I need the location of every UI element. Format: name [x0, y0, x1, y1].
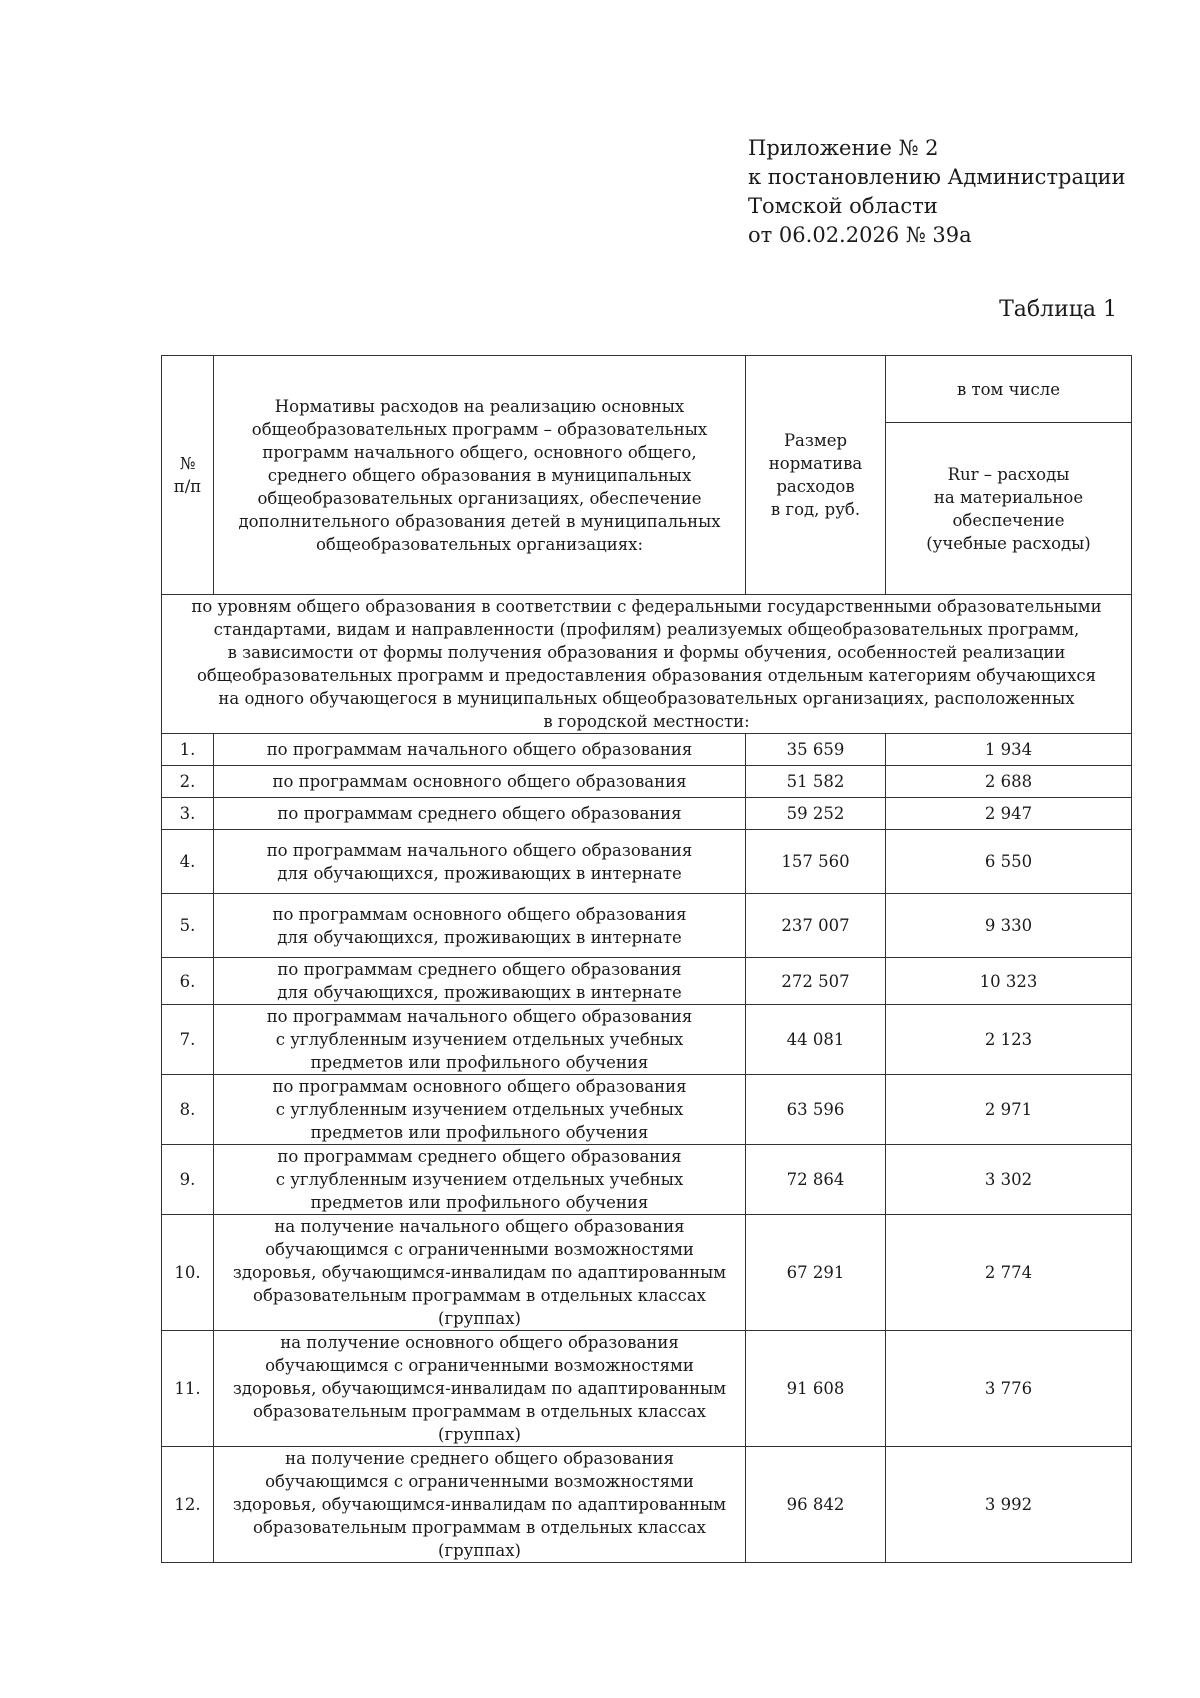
row-description-line: для обучающихся, проживающих в интернате: [277, 863, 682, 883]
header-description-line: общеобразовательных организациях, обеспечение: [257, 488, 702, 508]
row-description-line: на получение начального общего образования: [274, 1217, 685, 1236]
row-number: 7.: [162, 1005, 214, 1075]
row-size-value: 72 864: [746, 1145, 886, 1215]
row-description-line: по программам среднего общего образования: [277, 1147, 682, 1166]
section-line: по уровням общего образования в соответствии с федеральными государственными образовательными: [191, 597, 1102, 616]
row-number: 11.: [162, 1331, 214, 1447]
row-description-line: на получение среднего общего образования: [285, 1449, 674, 1468]
row-description-line: обучающимся с ограниченными возможностями: [265, 1472, 694, 1491]
row-rur-value: 6 550: [886, 830, 1132, 894]
table-row: [162, 1005, 1132, 1075]
row-description-line: здоровья, обучающимся-инвалидам по адаптированным: [232, 1263, 727, 1282]
row-rur-value: 1 934: [886, 734, 1132, 766]
section-line: на одного обучающегося в муниципальных общеобразовательных организациях, расположенных: [218, 689, 1075, 708]
section-line: в зависимости от формы получения образования и формы обучения, особенностей реализации: [227, 643, 1066, 662]
header-rur-line: обеспечение: [952, 510, 1065, 530]
row-number: 1.: [162, 734, 214, 766]
appendix-line: к постановлению Администрации: [748, 165, 1126, 189]
row-description-line: предметов или профильного обучения: [310, 1123, 649, 1142]
row-description-line: (группах): [438, 1425, 521, 1444]
table-row: [162, 1075, 1132, 1145]
row-size-value: 237 007: [746, 894, 886, 958]
row-number: 6.: [162, 958, 214, 1005]
header-description-line: дополнительного образования детей в муниципальных: [238, 511, 721, 531]
row-rur-value: 2 774: [886, 1215, 1132, 1331]
table-row: [162, 830, 1132, 894]
row-description: [214, 734, 746, 766]
row-description-line: по программам среднего общего образования: [277, 804, 682, 823]
header-num-line: п/п: [173, 477, 202, 496]
table-row: [162, 1215, 1132, 1331]
row-size-value: 91 608: [746, 1331, 886, 1447]
header-description-line: Нормативы расходов на реализацию основных: [274, 396, 685, 416]
row-description: [214, 1331, 746, 1447]
header-description-line: программ начального общего, основного общего,: [262, 442, 697, 462]
row-number: 8.: [162, 1075, 214, 1145]
row-size-value: 44 081: [746, 1005, 886, 1075]
row-description: [214, 1215, 746, 1331]
row-number: 10.: [162, 1215, 214, 1331]
row-rur-value: 3 992: [886, 1447, 1132, 1563]
row-description-line: для обучающихся, проживающих в интернате: [277, 927, 682, 947]
row-description-line: образовательным программам в отдельных классах: [253, 1402, 706, 1421]
row-description: [214, 830, 746, 894]
table-row: [162, 1145, 1132, 1215]
row-size-value: 157 560: [746, 830, 886, 894]
row-size-value: 272 507: [746, 958, 886, 1005]
table-row: [162, 1331, 1132, 1447]
row-size-value: 63 596: [746, 1075, 886, 1145]
header-num-line: №: [179, 454, 196, 473]
row-description: [214, 798, 746, 830]
row-number: 2.: [162, 766, 214, 798]
table-row: [162, 894, 1132, 958]
row-description-line: образовательным программам в отдельных классах: [253, 1286, 706, 1305]
table-row: [162, 958, 1132, 1005]
header-description-line: общеобразовательных программ – образовательных: [251, 419, 708, 439]
row-description-line: по программам среднего общего образования: [277, 960, 682, 979]
row-description: [214, 1447, 746, 1563]
row-size-value: 67 291: [746, 1215, 886, 1331]
row-rur-value: 10 323: [886, 958, 1132, 1005]
row-description-line: с углубленным изучением отдельных учебных: [275, 1030, 684, 1049]
section-line: стандартами, видам и направленности (профилям) реализуемых общеобразовательных программ,: [213, 620, 1080, 639]
header-rur-line: Rur – расходы: [947, 464, 1070, 484]
norms-table: [161, 355, 1132, 1563]
row-size-value: 51 582: [746, 766, 886, 798]
row-description-line: обучающимся с ограниченными возможностями: [265, 1240, 694, 1259]
row-description-line: по программам начального общего образования: [266, 840, 693, 860]
header-size-line: в год, руб.: [770, 500, 861, 519]
appendix-line: Томской области: [748, 194, 938, 218]
row-description-line: обучающимся с ограниченными возможностями: [265, 1356, 694, 1375]
header-including: в том числе: [886, 356, 1132, 423]
table-row: [162, 766, 1132, 798]
header-size-line: Размер: [783, 431, 848, 450]
header-description-line: среднего общего образования в муниципальных: [267, 465, 692, 485]
row-description-line: по программам начального общего образования: [266, 1007, 693, 1026]
header-size-line: расходов: [776, 477, 855, 496]
row-rur-value: 3 302: [886, 1145, 1132, 1215]
row-description-line: с углубленным изучением отдельных учебных: [275, 1170, 684, 1189]
row-description-line: на получение основного общего образования: [280, 1333, 679, 1352]
header-size: [746, 356, 886, 595]
row-description-line: предметов или профильного обучения: [310, 1193, 649, 1212]
row-description: [214, 1075, 746, 1145]
row-size-value: 35 659: [746, 734, 886, 766]
section-line: общеобразовательных программ и предоставления образования отдельным категориям обучающихся: [196, 666, 1097, 685]
row-description: [214, 894, 746, 958]
row-rur-value: 2 971: [886, 1075, 1132, 1145]
row-rur-value: 3 776: [886, 1331, 1132, 1447]
row-description-line: образовательным программам в отдельных классах: [253, 1518, 706, 1537]
table-body: [162, 734, 1132, 1563]
row-description-line: по программам основного общего образования: [272, 772, 687, 791]
row-number: 5.: [162, 894, 214, 958]
header-description: [214, 356, 746, 595]
header-size-line: норматива: [768, 454, 863, 473]
row-number: 4.: [162, 830, 214, 894]
row-size-value: 59 252: [746, 798, 886, 830]
header-rur: [886, 423, 1132, 595]
section-line: в городской местности:: [543, 712, 750, 731]
row-description: [214, 958, 746, 1005]
row-rur-value: 2 123: [886, 1005, 1132, 1075]
row-rur-value: 2 947: [886, 798, 1132, 830]
table-label: Таблица 1: [999, 297, 1117, 322]
row-description: [214, 1005, 746, 1075]
row-description-line: здоровья, обучающимся-инвалидам по адаптированным: [232, 1379, 727, 1398]
row-description-line: (группах): [438, 1309, 521, 1328]
row-description-line: по программам основного общего образования: [272, 904, 687, 924]
appendix-block: [748, 134, 1126, 250]
table-row: [162, 798, 1132, 830]
appendix-line: от 06.02.2026 № 39а: [748, 223, 972, 247]
header-rur-line: на материальное: [933, 487, 1084, 507]
row-description-line: здоровья, обучающимся-инвалидам по адаптированным: [232, 1495, 727, 1514]
row-size-value: 96 842: [746, 1447, 886, 1563]
row-description-line: с углубленным изучением отдельных учебных: [275, 1100, 684, 1119]
row-description-line: для обучающихся, проживающих в интернате: [277, 983, 682, 1002]
header-rur-line: (учебные расходы): [926, 533, 1091, 553]
appendix-line: Приложение № 2: [748, 136, 939, 160]
row-description: [214, 766, 746, 798]
row-rur-value: 9 330: [886, 894, 1132, 958]
header-description-line: общеобразовательных организациях:: [315, 534, 644, 554]
row-number: 3.: [162, 798, 214, 830]
row-description-line: (группах): [438, 1541, 521, 1560]
row-description-line: по программам начального общего образования: [266, 740, 693, 759]
row-description-line: предметов или профильного обучения: [310, 1053, 649, 1072]
row-rur-value: 2 688: [886, 766, 1132, 798]
row-number: 9.: [162, 1145, 214, 1215]
row-number: 12.: [162, 1447, 214, 1563]
row-description-line: по программам основного общего образования: [272, 1077, 687, 1096]
section-row: [162, 595, 1132, 734]
header-num: [162, 356, 214, 595]
table-row: [162, 1447, 1132, 1563]
table-row: [162, 734, 1132, 766]
row-description: [214, 1145, 746, 1215]
